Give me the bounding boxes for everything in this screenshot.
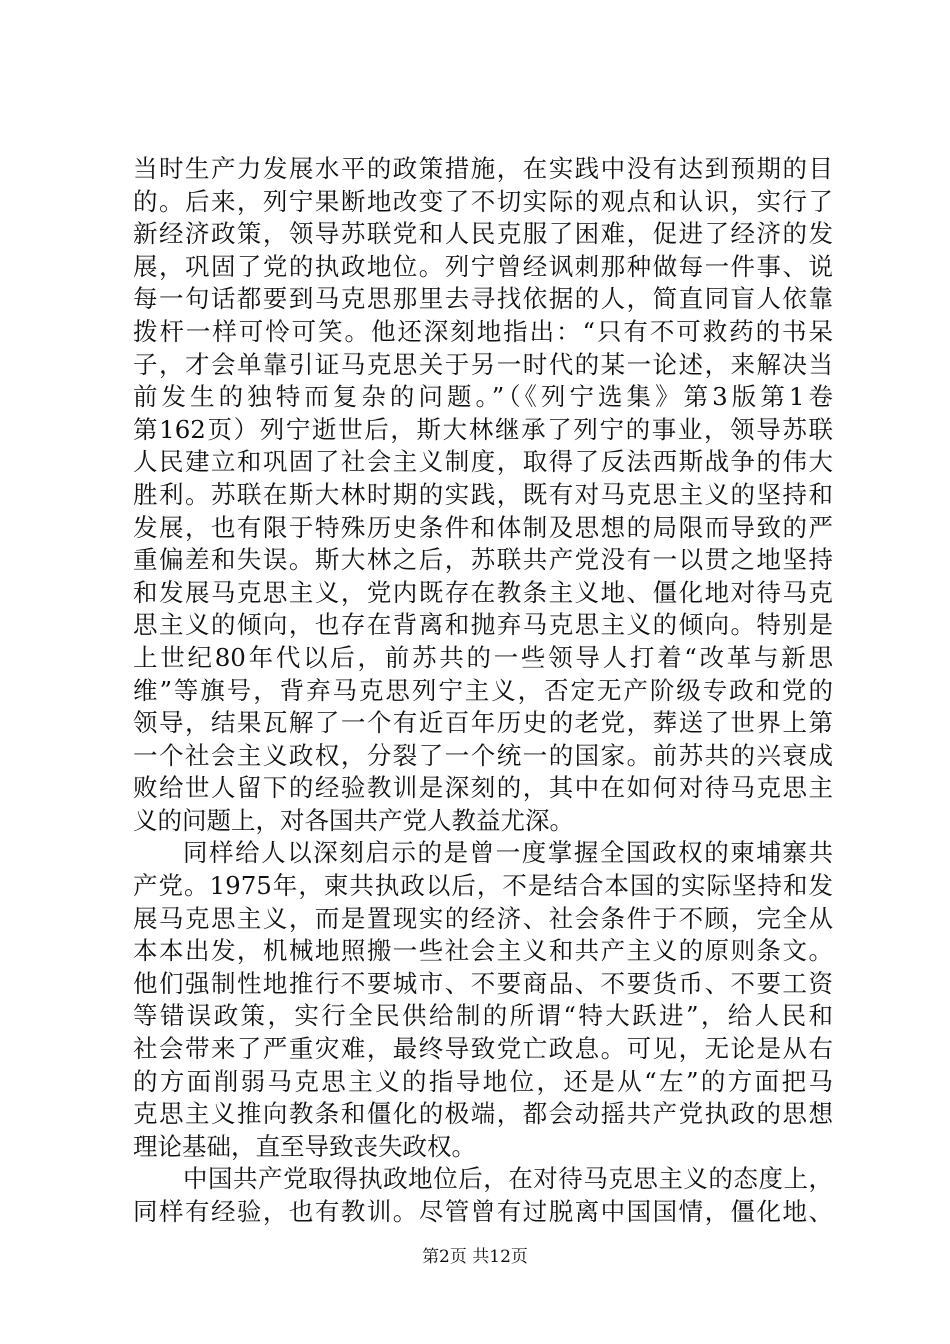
text-line: 展马克思主义，而是置现实的经济、社会条件于不顾，完全从 — [133, 903, 833, 933]
text-line: 上世纪80年代以后，前苏共的一些领导人打着“改革与新思 — [133, 642, 833, 672]
text-line: 每一句话都要到马克思那里去寻找依据的人，简直同盲人依靠 — [133, 284, 833, 314]
text-line: 第162页）列宁逝世后，斯大林继承了列宁的事业，领导苏联 — [133, 414, 833, 444]
text-line: 展，巩固了党的执政地位。列宁曾经讽刺那种做每一件事、说 — [133, 251, 833, 281]
paragraph-2 — [133, 837, 833, 1163]
text-line: 理论基础，直至导致丧失政权。 — [133, 1131, 476, 1161]
text-line: 人民建立和巩固了社会主义制度，取得了反法西斯战争的伟大 — [133, 447, 833, 477]
page-number: 第2页 共12页 — [422, 1247, 528, 1267]
text-line: 领导，结果瓦解了一个有近百年历史的老党，葬送了世界上第 — [133, 708, 833, 738]
text-line: 他们强制性地推行不要城市、不要商品、不要货币、不要工资 — [133, 968, 833, 998]
text-line: 的。后来，列宁果断地改变了不切实际的观点和认识，实行了 — [133, 186, 833, 216]
paragraph-1 — [133, 153, 833, 837]
text-line: 本本出发，机械地照搬一些社会主义和共产主义的原则条文。 — [133, 936, 833, 966]
text-line: 等错误政策，实行全民供给制的所谓“特大跃进”，给人民和 — [133, 1001, 833, 1031]
text-line: 败给世人留下的经验教训是深刻的，其中在如何对待马克思主 — [133, 773, 833, 803]
text-line: 同样有经验，也有教训。尽管曾有过脱离中国国情，僵化地、 — [133, 1197, 833, 1226]
text-line: 维”等旗号，背弃马克思列宁主义，否定无产阶级专政和党的 — [133, 675, 833, 705]
text-line: 社会带来了严重灾难，最终导致党亡政息。可见，无论是从右 — [133, 1034, 833, 1064]
text-line: 思主义的倾向，也存在背离和抛弃马克思主义的倾向。特别是 — [133, 610, 833, 640]
text-line: 一个社会主义政权，分裂了一个统一的国家。前苏共的兴衰成 — [133, 740, 833, 770]
document-body — [133, 153, 833, 1229]
text-line: 胜利。苏联在斯大林时期的实践，既有对马克思主义的坚持和 — [133, 479, 833, 509]
paragraph-3 — [133, 1163, 833, 1228]
page-footer — [0, 1246, 950, 1268]
text-line: 重偏差和失误。斯大林之后，苏联共产党没有一以贯之地坚持 — [133, 545, 833, 575]
text-line: 新经济政策，领导苏联党和人民克服了困难，促进了经济的发 — [133, 219, 833, 249]
text-line: 和发展马克思主义，党内既存在教条主义地、僵化地对待马克 — [133, 577, 833, 607]
text-line: 子，才会单靠引证马克思关于另一时代的某一论述，来解决当 — [133, 349, 833, 379]
text-line: 发展，也有限于特殊历史条件和体制及思想的局限而导致的严 — [133, 512, 833, 542]
text-line: 产党。1975年，柬共执政以后，不是结合本国的实际坚持和发 — [133, 871, 833, 901]
text-line: 义的问题上，对各国共产党人教益尤深。 — [133, 805, 574, 835]
text-line: 拨杆一样可怜可笑。他还深刻地指出：“只有不可救药的书呆 — [133, 316, 833, 346]
text-line: 前发生的独特而复杂的问题。”（《列宁选集》第3版第1卷 — [133, 382, 833, 412]
text-line: 克思主义推向教条和僵化的极端，都会动摇共产党执政的思想 — [133, 1099, 833, 1129]
text-line: 当时生产力发展水平的政策措施，在实践中没有达到预期的目 — [133, 154, 833, 183]
text-line: 的方面削弱马克思主义的指导地位，还是从“左”的方面把马 — [133, 1066, 833, 1096]
text-line: 同样给人以深刻启示的是曾一度掌握全国政权的柬埔寨共 — [183, 838, 833, 868]
text-line: 中国共产党取得执政地位后，在对待马克思主义的态度上， — [183, 1164, 833, 1194]
